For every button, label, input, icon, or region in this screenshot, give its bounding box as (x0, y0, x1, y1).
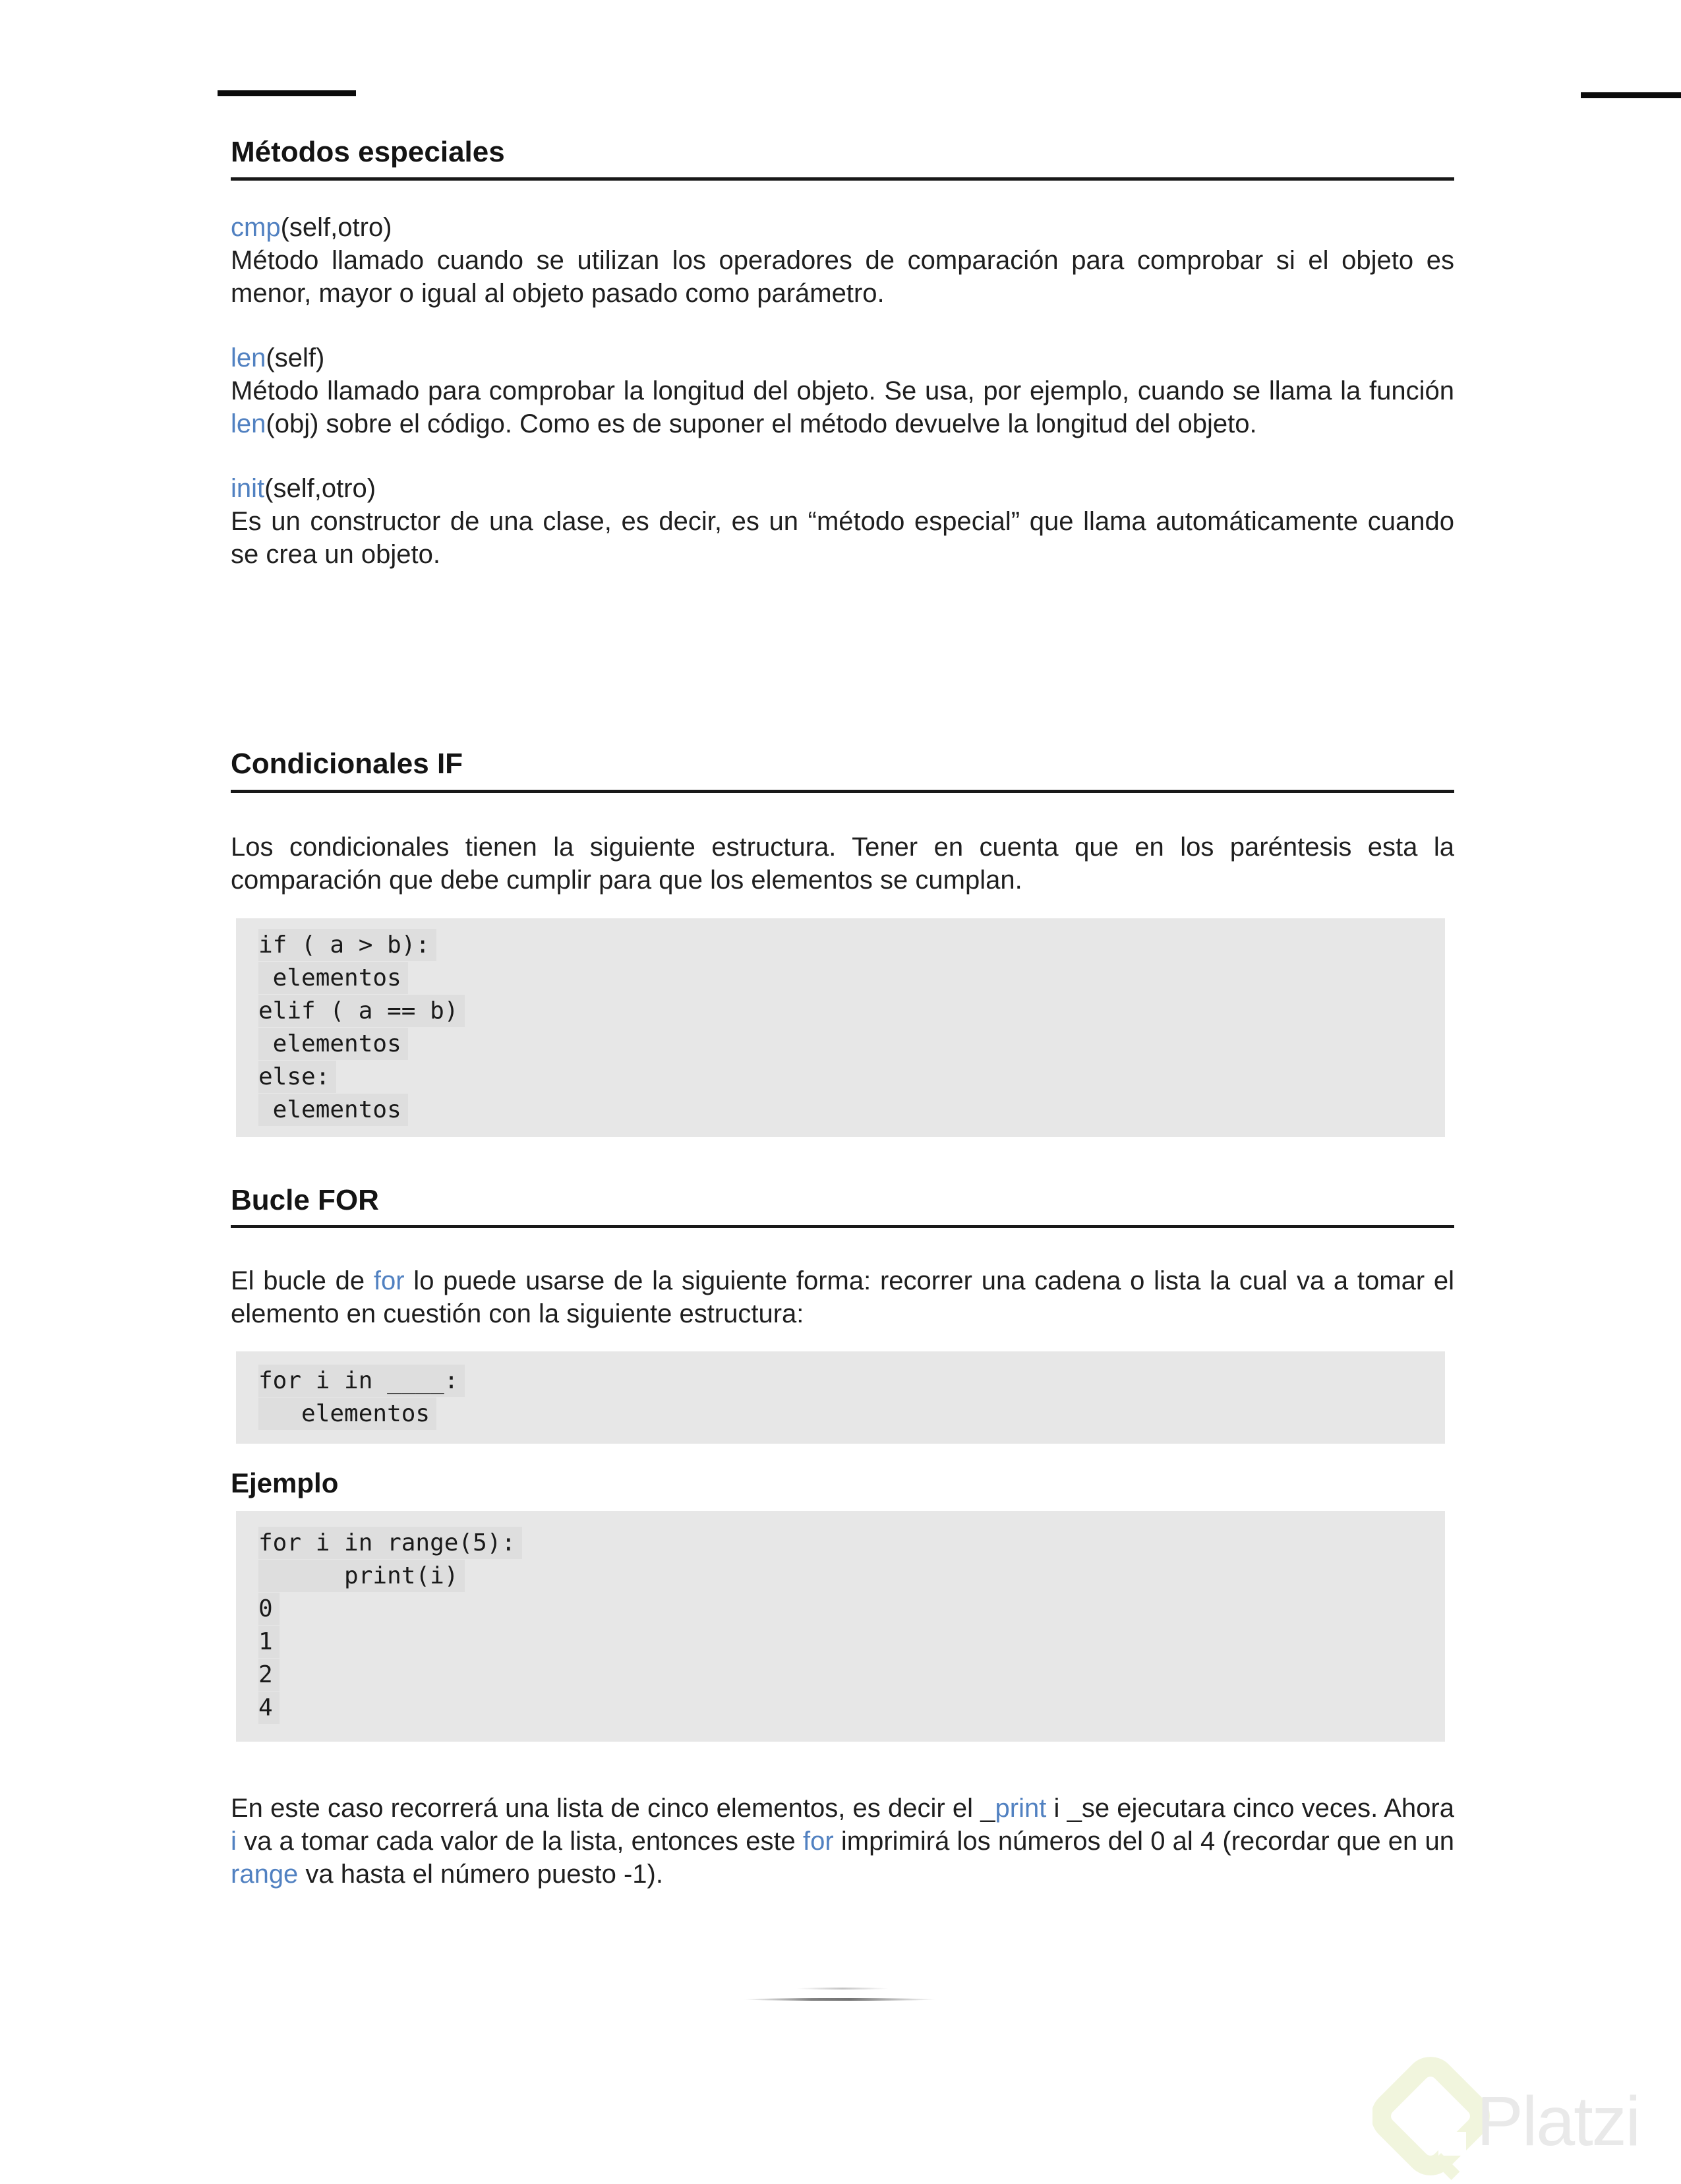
code-keyword: print (995, 1794, 1047, 1823)
code-keyword: len (231, 343, 266, 372)
code-line: 0 (258, 1593, 1445, 1626)
method-description-init: Es un constructor de una clase, es decir, es un “método especial” que llama automáticamente cuando se crea un objeto. (231, 507, 1454, 569)
code-keyword: cmp (231, 213, 281, 242)
code-line: 4 (258, 1692, 1445, 1725)
method-description-len: Método llamado para comprobar la longitud del objeto. Se usa, por ejemplo, cuando se llama la función len(obj) sobre el código. Como es de suponer el método devuelve la longitud del objeto. (231, 376, 1454, 438)
code-block-for-structure (236, 1351, 1445, 1444)
code-line: elementos (258, 1028, 1445, 1061)
code-block-for-example (236, 1511, 1445, 1742)
method-signature-cmp: cmp(self,otro) (231, 213, 392, 242)
code-line: 1 (258, 1626, 1445, 1659)
method-description-cmp: Método llamado cuando se utilizan los operadores de comparación para comprobar si el objeto es menor, mayor o igual al objeto pasado como parámetro. (231, 246, 1454, 308)
code-line: for i in range(5): (258, 1527, 1445, 1560)
code-line: elementos (258, 1398, 1445, 1431)
page-divider-bar-right (1581, 92, 1681, 98)
code-line: print(i) (258, 1560, 1445, 1593)
heading-rule (231, 177, 1454, 181)
method-signature-init: init(self,otro) (231, 474, 376, 503)
method-signature-len: len(self) (231, 343, 325, 372)
code-block-if (236, 918, 1445, 1137)
code-line: 2 (258, 1659, 1445, 1692)
scan-smudge-artifact (744, 1998, 936, 2001)
code-line: else: (258, 1061, 1445, 1094)
code-keyword: init (231, 474, 265, 503)
code-keyword: range (231, 1860, 299, 1889)
section-title-metodos: Métodos especiales (231, 136, 505, 168)
platzi-watermark (1372, 2050, 1681, 2175)
code-keyword: len (231, 409, 266, 438)
code-keyword: for (803, 1827, 834, 1856)
bucle-outro: En este caso recorrerá una lista de cinco elementos, es decir el _print i _se ejecutara cinco veces. Ahora i va a tomar cada valor de la lista, entonces este for imprimirá los números del 0 al 4 (recordar que en un range va hasta el número puesto -1). (231, 1794, 1454, 1889)
document-content (231, 0, 1454, 1891)
heading-rule (231, 1225, 1454, 1228)
scan-smudge-artifact (796, 1988, 889, 1990)
code-line: for i in ____: (258, 1365, 1445, 1398)
code-line: if ( a > b): (258, 929, 1445, 962)
code-keyword: i (231, 1827, 237, 1856)
code-keyword: for (373, 1266, 405, 1295)
condicionales-intro: Los condicionales tienen la siguiente estructura. Tener en cuenta que en los paréntesis esta la comparación que debe cumplir para que los elementos se cumplan. (231, 833, 1454, 895)
platzi-wordmark: Platzi (1477, 2082, 1640, 2160)
section-title-bucle-for: Bucle FOR (231, 1184, 379, 1216)
subsection-title-ejemplo: Ejemplo (231, 1467, 339, 1498)
code-line: elementos (258, 962, 1445, 995)
platzi-logo-icon (1372, 2055, 1491, 2184)
bucle-intro: El bucle de for lo puede usarse de la siguiente forma: recorrer una cadena o lista la cual va a tomar el elemento en cuestión con la siguiente estructura: (231, 1266, 1455, 1328)
code-line: elif ( a == b) (258, 995, 1445, 1028)
section-title-condicionales: Condicionales IF (231, 748, 463, 780)
code-line: elementos (258, 1094, 1445, 1127)
heading-rule (231, 790, 1454, 793)
